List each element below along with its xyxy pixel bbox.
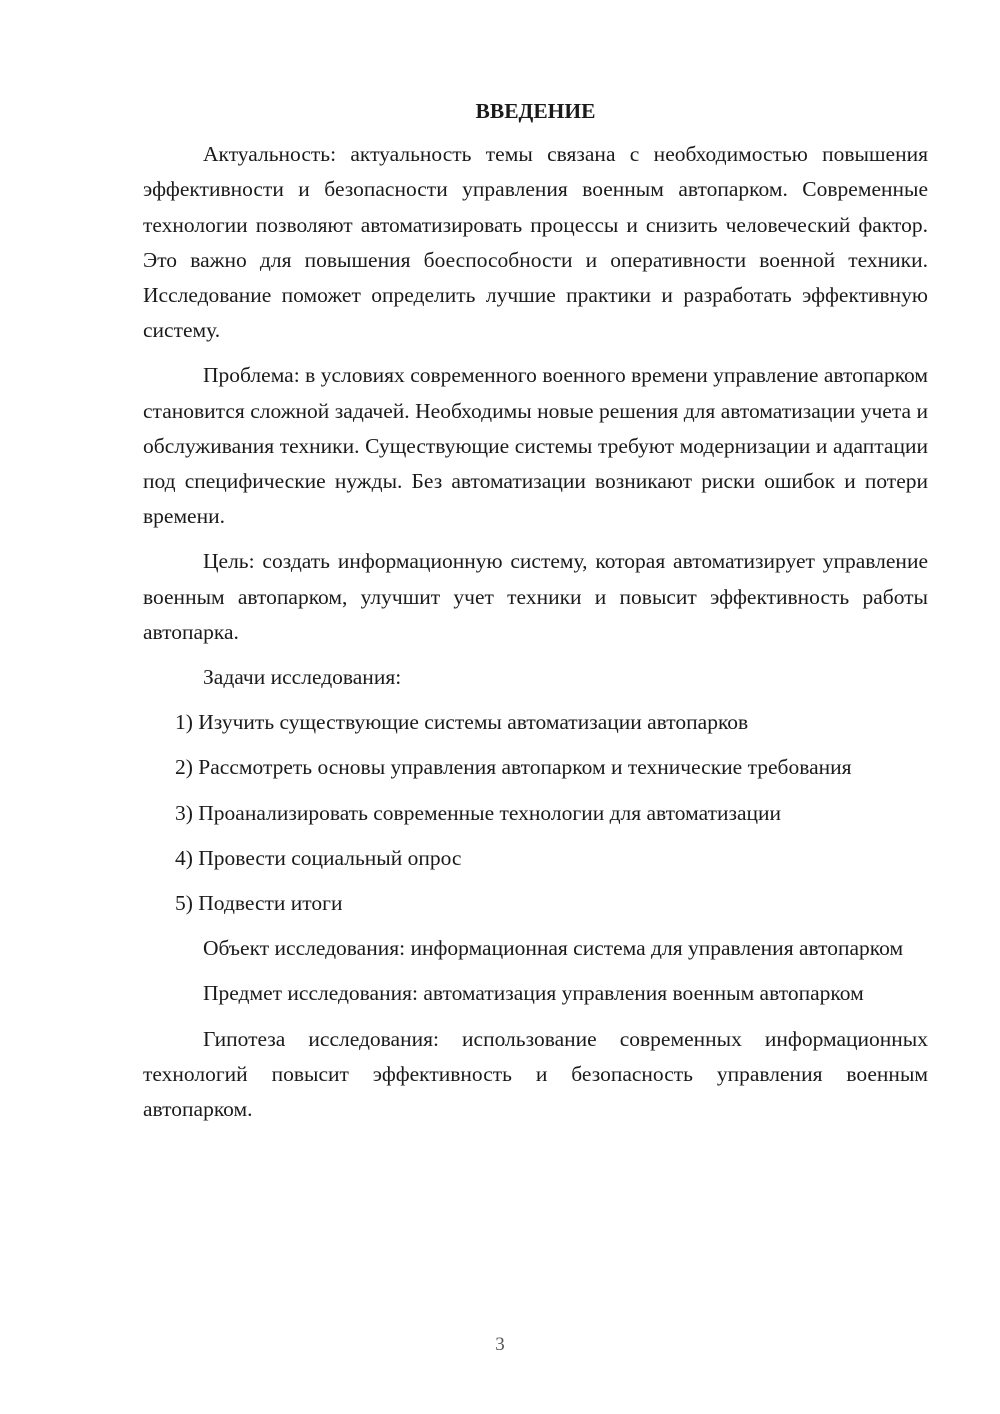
paragraph-goal: Цель: создать информационную систему, которая автоматизирует управление военным автопарком, улучшит учет техники и повысит эффективность работы автопарка.: [143, 549, 928, 644]
paragraph-relevance: Актуальность: актуальность темы связана с необходимостью повышения эффективности и безопасности управления военным автопарком. Современные технологии позволяют автоматизировать процессы и снизить человеческий фактор. Это важно для повышения боеспособности и оперативности военной техники. Исследование поможет определить лучшие практики и разработать эффективную систему.: [143, 142, 928, 343]
paragraph-problem: Проблема: в условиях современного военного времени управление автопарком становится сложной задачей. Необходимы новые решения для автоматизации учета и обслуживания техники. Существующие системы требуют модернизации и адаптации под специфические нужды. Без автоматизации возникают риски ошибок и потери времени.: [143, 363, 928, 529]
task-item-4: 4) Провести социальный опрос: [175, 845, 462, 870]
paragraph-subject: Предмет исследования: автоматизация управления военным автопарком: [203, 981, 864, 1006]
task-item-3: 3) Проанализировать современные технологии для автоматизации: [175, 800, 782, 825]
paragraph-object: Объект исследования: информационная система для управления автопарком: [203, 936, 904, 961]
task-item-1: 1) Изучить существующие системы автоматизации автопарков: [175, 710, 749, 735]
task-item-5: 5) Подвести итоги: [175, 891, 343, 916]
paragraph-tasks-heading: Задачи исследования:: [203, 665, 402, 690]
document-page: [143, 94, 928, 1137]
task-item-2: 2) Рассмотреть основы управления автопарком и технические требования: [175, 755, 852, 780]
paragraph-hypothesis: Гипотеза исследования: использование современных информационных технологий повысит эффективность и безопасность управления военным автопарком.: [143, 1026, 928, 1122]
page-number: 3: [495, 1334, 505, 1355]
page-title: ВВЕДЕНИЕ: [475, 99, 596, 123]
